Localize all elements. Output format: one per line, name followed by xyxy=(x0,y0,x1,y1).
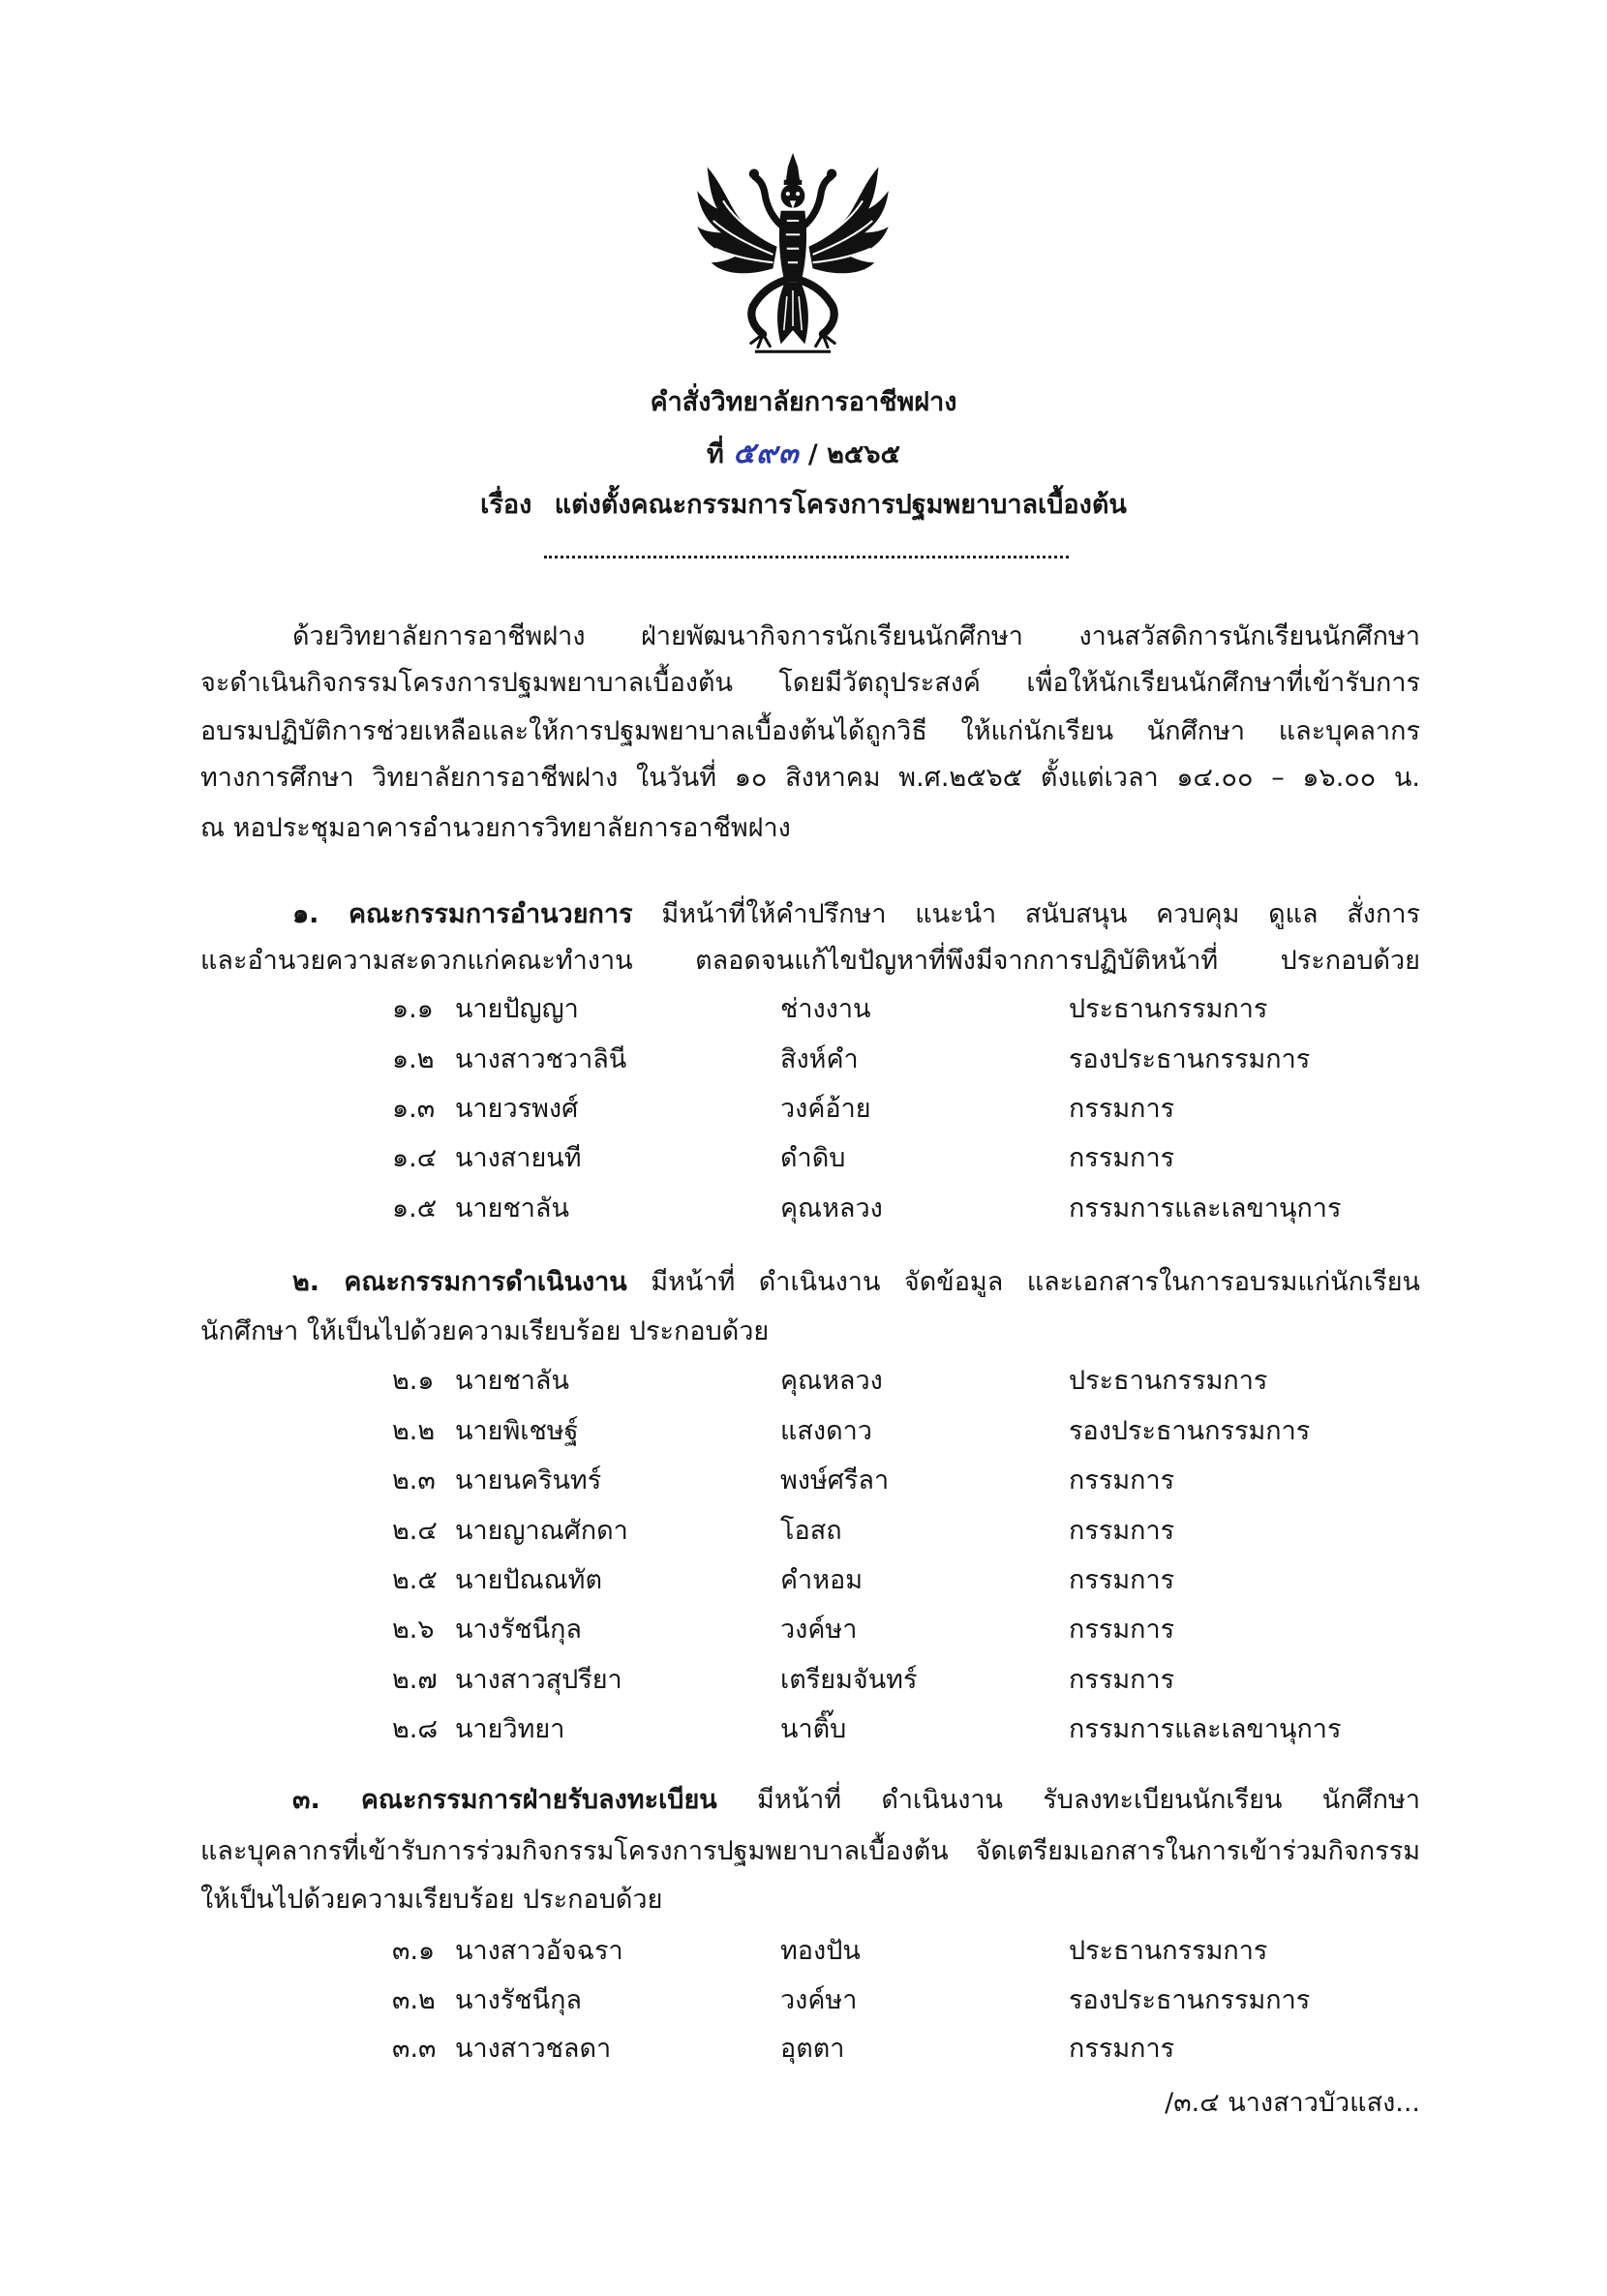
page-title: คำสั่งวิทยาลัยการอาชีพฝาง xyxy=(650,387,957,417)
committee-desc: และบุคลากรที่เข้ารับการร่วมกิจกรรมโครงการปฐมพยาบาลเบื้องต้น จัดเตรียมเอกสารในการเข้าร่วมกิจกรรม xyxy=(200,1836,1420,1866)
member-surname: โอสถ xyxy=(780,1516,842,1546)
member-surname: แสงดาว xyxy=(780,1416,872,1446)
member-surname: คำหอม xyxy=(780,1565,864,1595)
member-row xyxy=(0,1407,1607,1456)
order-number-line xyxy=(0,430,1607,478)
member-row xyxy=(0,1507,1607,1556)
member-name: นายญาณศักดา xyxy=(455,1516,628,1546)
member-row xyxy=(0,1556,1607,1605)
member-name: นายปัณณทัต xyxy=(455,1565,603,1595)
committee-duty: มีหน้าที่ ดำเนินงาน รับลงทะเบียนนักเรียน นักศึกษา xyxy=(757,1785,1420,1815)
member-name: นางรัชนีกุล xyxy=(455,1615,582,1645)
member-role: กรรมการ xyxy=(1069,1565,1175,1595)
member-role: ประธานกรรมการ xyxy=(1069,1366,1268,1396)
member-surname: คุณหลวง xyxy=(780,1193,883,1224)
committee-heading xyxy=(292,1776,1420,1825)
member-number: ๒.๒ xyxy=(392,1416,436,1446)
member-surname: คุณหลวง xyxy=(780,1366,883,1396)
garuda-emblem-icon xyxy=(693,151,893,360)
member-surname: วงค์ษา xyxy=(780,1985,858,2015)
member-row xyxy=(0,1457,1607,1505)
intro-line: อบรมปฏิบัติการช่วยเหลือและให้การปฐมพยาบาลเบื้องต้นได้ถูกวิธี ให้แก่นักเรียน นักศึกษา และบุคลากร xyxy=(200,716,1420,746)
member-name: นางสายนที xyxy=(455,1143,582,1173)
member-number: ๒.๘ xyxy=(392,1714,439,1744)
intro-line: ทางการศึกษา วิทยาลัยการอาชีพฝาง ในวันที่ ๑๐ สิงหาคม พ.ศ.๒๕๖๕ ตั้งแต่เวลา ๑๔.๐๐ – ๑๖.๐๐ น. xyxy=(200,763,1420,793)
committee-desc: ให้เป็นไปด้วยความเรียบร้อย ประกอบด้วย xyxy=(200,1885,663,1915)
member-name: นายชาลัน xyxy=(455,1366,569,1396)
member-role: กรรมการ xyxy=(1069,1615,1175,1645)
member-surname: วงค์อ้าย xyxy=(780,1094,871,1124)
title-divider xyxy=(544,556,1069,559)
member-surname: ทองปัน xyxy=(780,1936,861,1966)
intro-line: ด้วยวิทยาลัยการอาชีพฝาง ฝ่ายพัฒนากิจการนักเรียนนักศึกษา งานสวัสดิการนักเรียนนักศึกษา xyxy=(292,621,1420,651)
member-role: รองประธานกรรมการ xyxy=(1069,1985,1311,2015)
committee-heading xyxy=(292,1258,1420,1307)
order-label: ที่ xyxy=(707,439,724,469)
member-name: นายชาลัน xyxy=(455,1193,569,1224)
member-name: นางรัชนีกุล xyxy=(455,1985,582,2015)
member-role: ประธานกรรมการ xyxy=(1069,994,1268,1024)
member-row xyxy=(0,1085,1607,1133)
member-name: นางสาวอัจฉรา xyxy=(455,1936,623,1966)
member-row xyxy=(0,1036,1607,1084)
member-surname: สิงห์คำ xyxy=(780,1044,859,1074)
member-number: ๒.๗ xyxy=(392,1665,438,1695)
subject-text: แต่งตั้งคณะกรรมการโครงการปฐมพยาบาลเบื้องต้น xyxy=(554,490,1127,520)
committee-duty: มีหน้าที่ให้คำปรึกษา แนะนำ สนับสนุน ควบคุม ดูแล สั่งการ xyxy=(661,899,1420,929)
committee-title: ๓. คณะกรรมการฝ่ายรับลงทะเบียน xyxy=(292,1785,717,1815)
member-role: ประธานกรรมการ xyxy=(1069,1936,1268,1966)
member-row xyxy=(0,1706,1607,1754)
member-number: ๒.๕ xyxy=(392,1565,438,1595)
member-number: ๒.๓ xyxy=(392,1465,436,1495)
committee-title: ๑. คณะกรรมการอำนวยการ xyxy=(292,899,633,929)
order-number-handwritten: ๕๙๓ xyxy=(733,437,800,470)
member-number: ๑.๓ xyxy=(392,1094,436,1124)
member-number: ๒.๖ xyxy=(392,1615,435,1645)
member-role: กรรมการ xyxy=(1069,1094,1175,1124)
member-number: ๓.๑ xyxy=(392,1936,436,1966)
member-number: ๓.๓ xyxy=(392,2034,437,2064)
member-role: กรรมการ xyxy=(1069,2034,1175,2064)
member-surname: ช่างงาน xyxy=(780,994,871,1024)
member-name: นางสาวสุปรียา xyxy=(455,1665,622,1695)
committee-desc: นักศึกษา ให้เป็นไปด้วยความเรียบร้อย ประกอบด้วย xyxy=(200,1316,770,1346)
member-row xyxy=(0,1357,1607,1405)
member-name: นายวรพงศ์ xyxy=(455,1094,579,1124)
committee-title: ๒. คณะกรรมการดำเนินงาน xyxy=(292,1267,627,1297)
subject-label: เรื่อง xyxy=(480,490,532,520)
committee-desc: และอำนวยความสะดวกแก่คณะทำงาน ตลอดจนแก้ไขปัญหาที่พึงมีจากการปฏิบัติหน้าที่ ประกอบด้วย xyxy=(200,946,1420,976)
member-number: ๑.๕ xyxy=(392,1193,438,1224)
member-number: ๑.๒ xyxy=(392,1044,435,1074)
committee-duty: มีหน้าที่ ดำเนินงาน จัดข้อมูล และเอกสารในการอบรมแก่นักเรียน xyxy=(651,1267,1420,1297)
member-role: กรรมการและเลขานุการ xyxy=(1069,1714,1342,1744)
member-name: นายนครินทร์ xyxy=(455,1465,602,1495)
member-row xyxy=(0,985,1607,1034)
member-number: ๑.๔ xyxy=(392,1143,438,1173)
member-surname: พงษ์ศรีลา xyxy=(780,1465,890,1495)
member-surname: ดำดิบ xyxy=(780,1143,846,1173)
member-name: นางสาวชวาลินี xyxy=(455,1044,627,1074)
member-surname: อุตตา xyxy=(780,2034,845,2064)
member-name: นายวิทยา xyxy=(455,1714,565,1744)
member-name: นางสาวชลดา xyxy=(455,2034,612,2064)
member-role: กรรมการ xyxy=(1069,1143,1175,1173)
member-row xyxy=(0,1927,1607,1976)
member-number: ๓.๒ xyxy=(392,1985,436,2015)
member-number: ๒.๑ xyxy=(392,1366,435,1396)
member-row xyxy=(0,1606,1607,1654)
member-surname: นาติ๊บ xyxy=(780,1714,847,1744)
member-number: ๑.๑ xyxy=(392,994,434,1024)
member-surname: วงค์ษา xyxy=(780,1615,858,1645)
committee-heading xyxy=(292,891,1420,939)
member-row xyxy=(0,1134,1607,1183)
member-role: กรรมการและเลขานุการ xyxy=(1069,1193,1342,1224)
member-role: กรรมการ xyxy=(1069,1516,1175,1546)
order-year: / ๒๕๖๕ xyxy=(807,439,900,469)
member-row xyxy=(0,1185,1607,1233)
member-role: รองประธานกรรมการ xyxy=(1069,1416,1311,1446)
member-row xyxy=(0,1977,1607,2025)
member-row xyxy=(0,1656,1607,1705)
intro-line: จะดำเนินกิจกรรมโครงการปฐมพยาบาลเบื้องต้น โดยมีวัตถุประสงค์ เพื่อให้นักเรียนนักศึกษาที่เข้ารับการ xyxy=(200,668,1420,698)
member-row xyxy=(0,2025,1607,2073)
member-number: ๒.๔ xyxy=(392,1516,438,1546)
member-role: กรรมการ xyxy=(1069,1465,1175,1495)
member-name: นายพิเชษฐ์ xyxy=(455,1416,579,1446)
intro-line: ณ หอประชุมอาคารอำนวยการวิทยาลัยการอาชีพฝาง xyxy=(200,813,791,843)
member-role: รองประธานกรรมการ xyxy=(1069,1044,1311,1074)
page-continuation: /๓.๔ นางสาวบัวแสง... xyxy=(1165,2088,1420,2118)
member-name: นายปัญญา xyxy=(455,994,579,1024)
member-role: กรรมการ xyxy=(1069,1665,1175,1695)
member-surname: เตรียมจันทร์ xyxy=(780,1665,918,1695)
subject-line xyxy=(0,481,1607,529)
